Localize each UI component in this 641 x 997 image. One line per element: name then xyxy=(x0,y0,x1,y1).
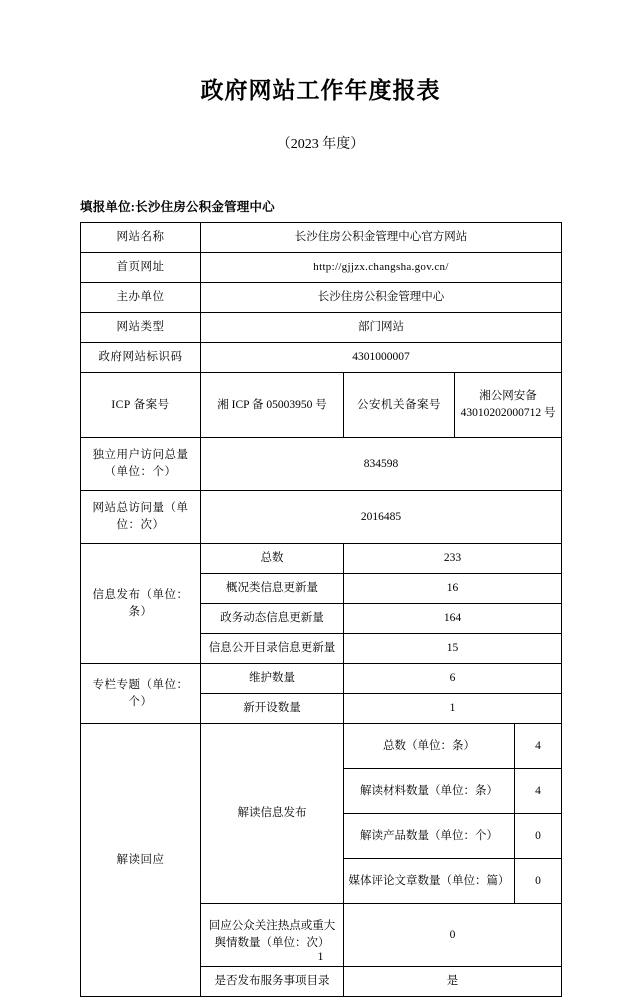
homepage-value: http://gjjzx.changsha.gov.cn/ xyxy=(201,253,562,283)
interpretation-item-value: 0 xyxy=(515,859,562,904)
page-title: 政府网站工作年度报表 xyxy=(200,77,441,103)
site-name-value: 长沙住房公积金管理中心官方网站 xyxy=(201,223,562,253)
annual-report-table xyxy=(80,222,562,997)
info-publish-item-value: 233 xyxy=(344,544,562,574)
table-row xyxy=(81,544,562,574)
info-publish-item-name: 总数 xyxy=(201,544,344,574)
info-publish-label: 信息发布（单位：条） xyxy=(81,544,201,664)
column-topic-label: 专栏专题（单位：个） xyxy=(81,664,201,724)
hot-response-value: 0 xyxy=(344,904,562,967)
total-visits-label: 网站总访问量（单位：次） xyxy=(81,491,201,544)
interpretation-item-value: 0 xyxy=(515,814,562,859)
interpretation-item-value: 4 xyxy=(515,769,562,814)
interpretation-item-name: 总数（单位：条） xyxy=(344,724,515,769)
site-type-value: 部门网站 xyxy=(201,313,562,343)
table-row xyxy=(81,373,562,438)
police-record-value: 湘公网安备 43010202000712 号 xyxy=(455,373,562,438)
site-type-label: 网站类型 xyxy=(81,313,201,343)
page-subtitle: （2023 年度） xyxy=(276,137,365,152)
column-topic-item-name: 新开设数量 xyxy=(201,694,344,724)
service-catalog-value: 是 xyxy=(344,967,562,997)
service-catalog-label: 是否发布服务事项目录 xyxy=(201,967,344,997)
interpretation-publish-label: 解读信息发布 xyxy=(201,724,344,904)
table-row xyxy=(81,223,562,253)
icp-value: 湘 ICP 备 05003950 号 xyxy=(201,373,344,438)
reporting-unit: 填报单位:长沙住房公积金管理中心 xyxy=(80,200,275,214)
table-row xyxy=(81,724,562,769)
interpretation-item-name: 媒体评论文章数量（单位：篇） xyxy=(344,859,515,904)
unique-visitors-value: 834598 xyxy=(201,438,562,491)
document-page xyxy=(0,72,641,988)
info-publish-item-name: 概况类信息更新量 xyxy=(201,574,344,604)
gov-site-id-value: 4301000007 xyxy=(201,343,562,373)
icp-label: ICP 备案号 xyxy=(81,373,201,438)
info-publish-item-name: 政务动态信息更新量 xyxy=(201,604,344,634)
table-row xyxy=(81,283,562,313)
host-unit-value: 长沙住房公积金管理中心 xyxy=(201,283,562,313)
info-publish-item-name: 信息公开目录信息更新量 xyxy=(201,634,344,664)
interpretation-item-value: 4 xyxy=(515,724,562,769)
info-publish-item-value: 16 xyxy=(344,574,562,604)
interpretation-item-name: 解读产品数量（单位：个） xyxy=(344,814,515,859)
table-row xyxy=(81,343,562,373)
gov-site-id-label: 政府网站标识码 xyxy=(81,343,201,373)
total-visits-value: 2016485 xyxy=(201,491,562,544)
info-publish-item-value: 164 xyxy=(344,604,562,634)
table-row xyxy=(81,664,562,694)
table-row xyxy=(81,253,562,283)
site-name-label: 网站名称 xyxy=(81,223,201,253)
hot-response-label: 回应公众关注热点或重大舆情数量（单位：次） xyxy=(201,904,344,967)
host-unit-label: 主办单位 xyxy=(81,283,201,313)
table-row xyxy=(81,438,562,491)
interpretation-label: 解读回应 xyxy=(81,724,201,997)
table-row xyxy=(81,491,562,544)
column-topic-item-value: 6 xyxy=(344,664,562,694)
page-number: 1 xyxy=(317,949,324,963)
column-topic-item-value: 1 xyxy=(344,694,562,724)
info-publish-item-value: 15 xyxy=(344,634,562,664)
interpretation-item-name: 解读材料数量（单位：条） xyxy=(344,769,515,814)
table-row xyxy=(81,313,562,343)
unique-visitors-label: 独立用户访问总量（单位：个） xyxy=(81,438,201,491)
homepage-label: 首页网址 xyxy=(81,253,201,283)
police-record-label: 公安机关备案号 xyxy=(344,373,455,438)
column-topic-item-name: 维护数量 xyxy=(201,664,344,694)
